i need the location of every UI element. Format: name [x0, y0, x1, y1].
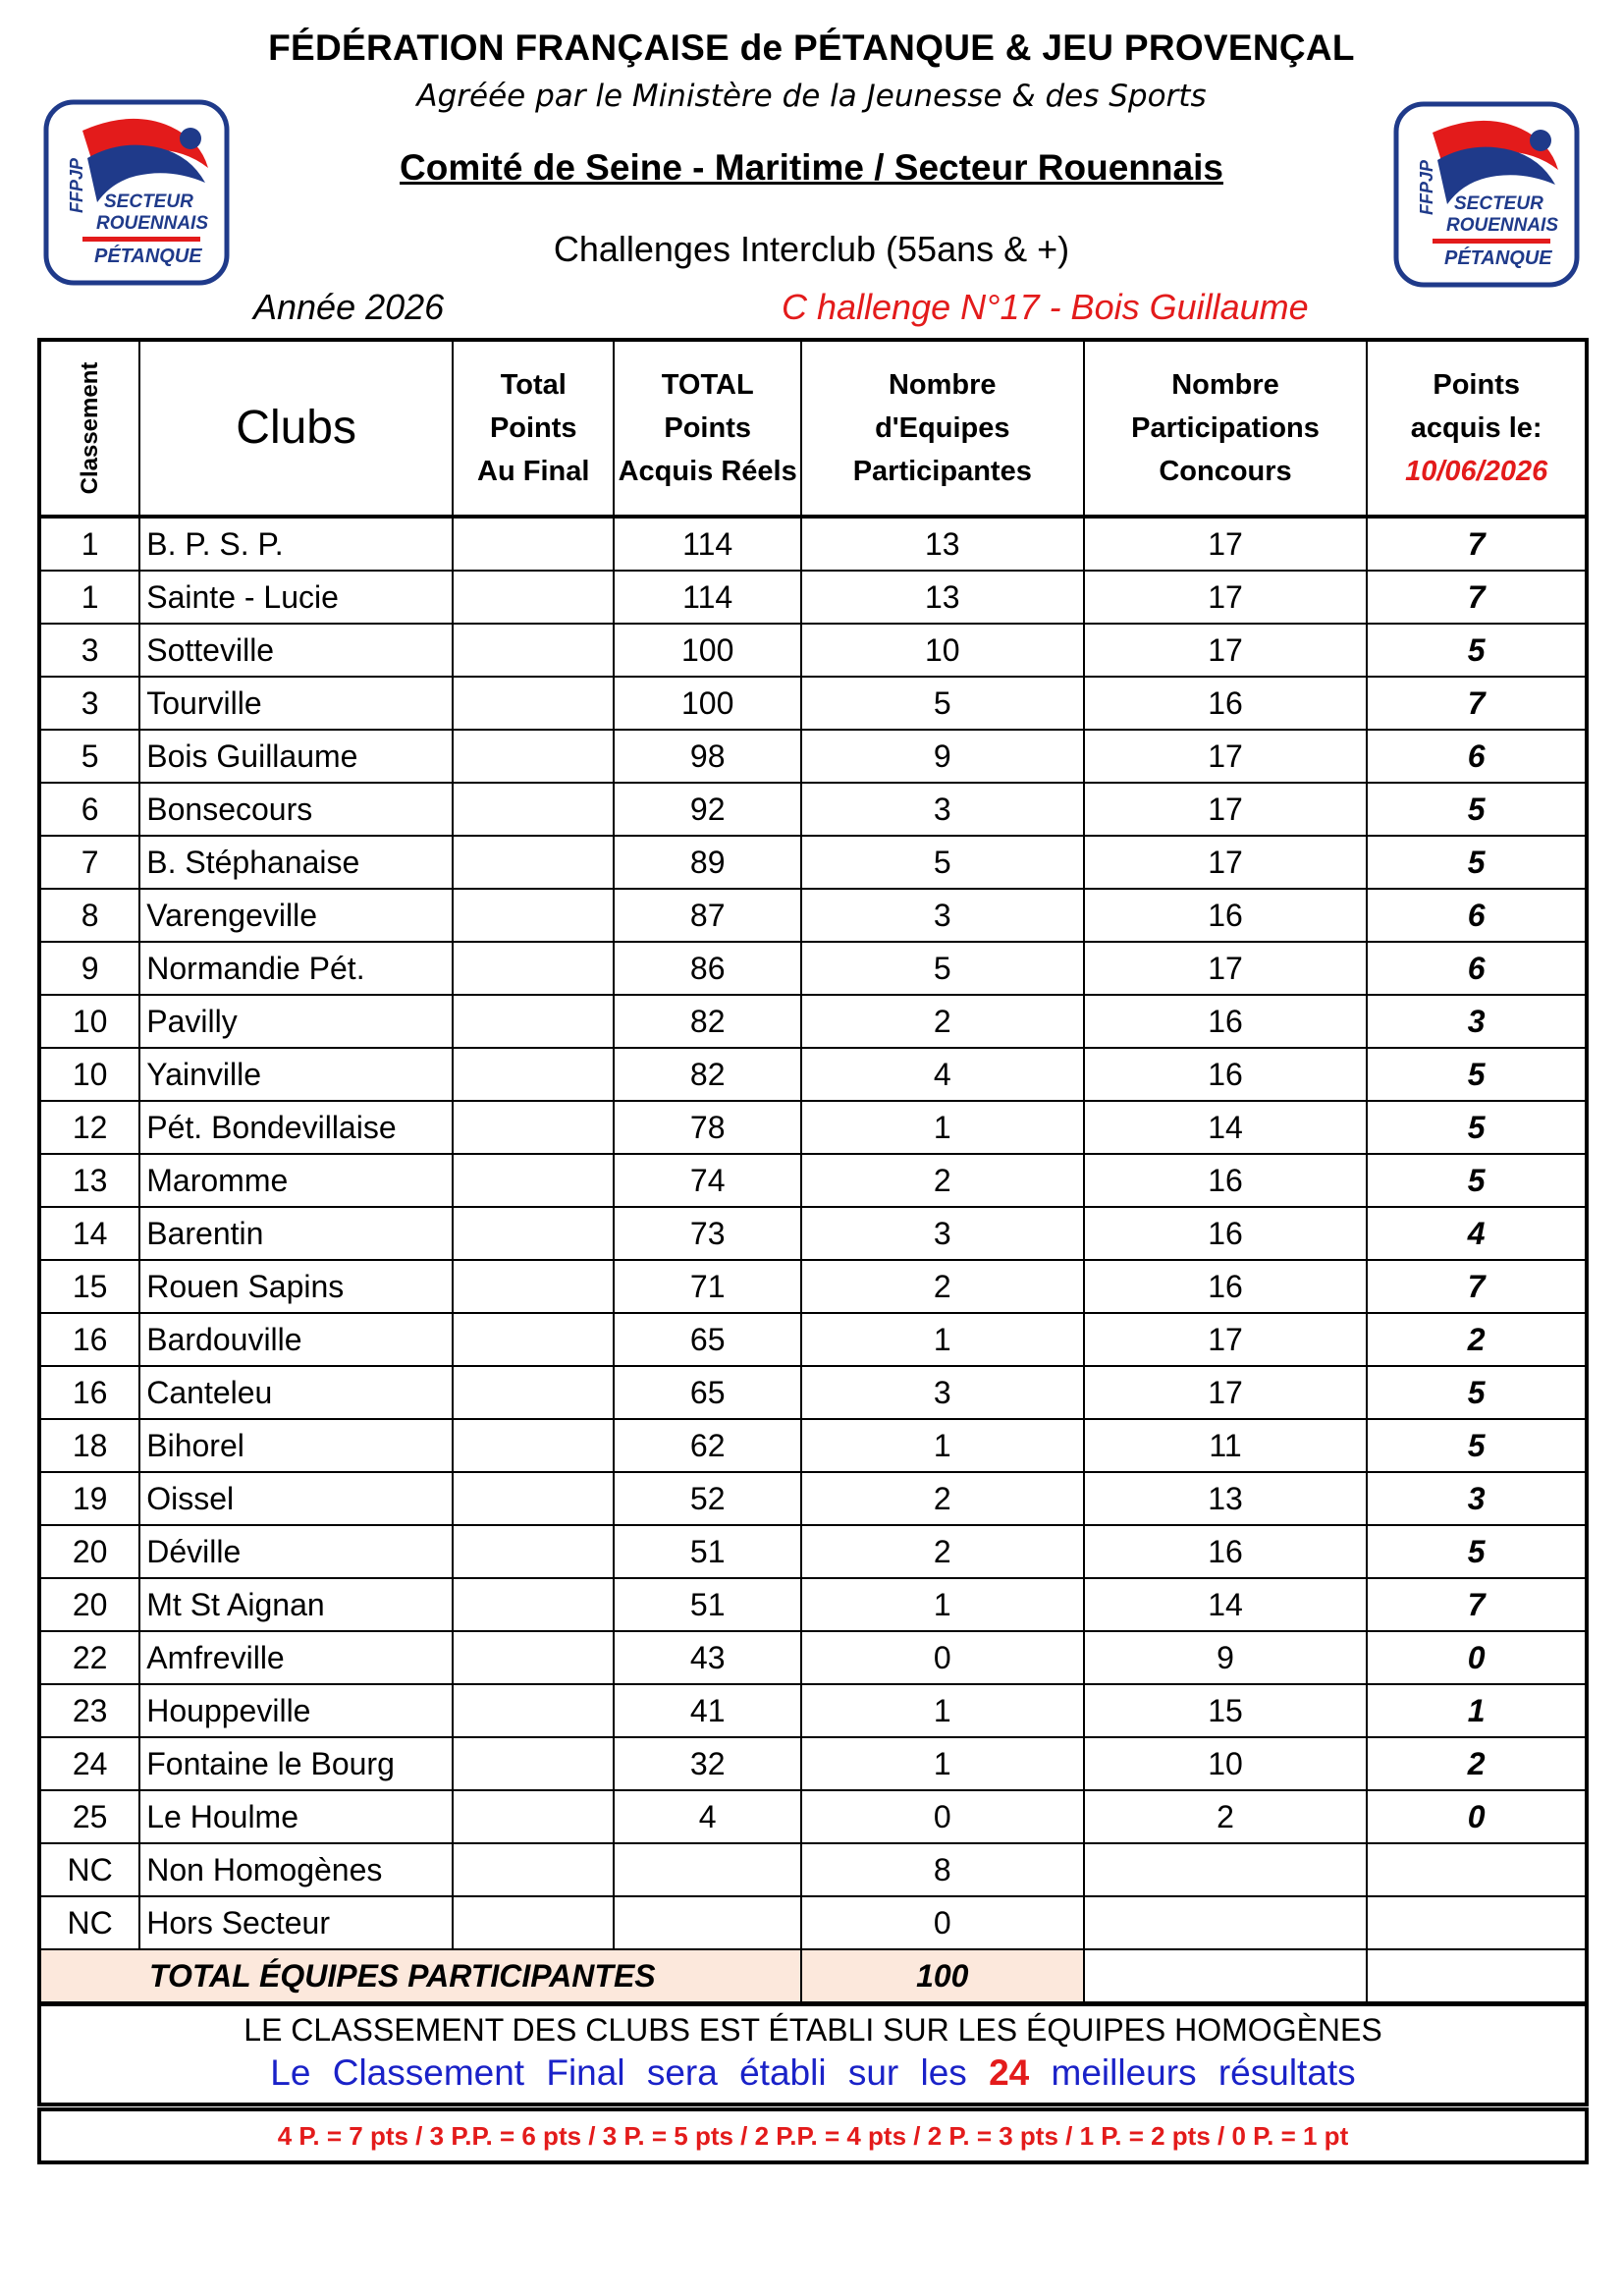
cell-rank: 20 [39, 1578, 139, 1631]
cell-rank: 6 [39, 783, 139, 836]
cell-reels: 41 [614, 1684, 800, 1737]
cell-reels: 71 [614, 1260, 800, 1313]
table-row [39, 783, 1587, 836]
cell-club: Houppeville [139, 1684, 453, 1737]
cell-equipes: 1 [801, 1737, 1084, 1790]
agree-subtitle: Agréée par le Ministère de la Jeunesse & des Sports [416, 79, 1207, 114]
note-line2: Le Classement Final sera établi sur les 24 meilleurs résultats [270, 2052, 1356, 2093]
cell-equipes: 1 [801, 1101, 1084, 1154]
cell-final [453, 1896, 614, 1949]
cell-club: Canteleu [139, 1366, 453, 1419]
cell-concours: 9 [1084, 1631, 1368, 1684]
cell-concours: 2 [1084, 1790, 1368, 1843]
cell-rank: 16 [39, 1313, 139, 1366]
cell-concours: 16 [1084, 1154, 1368, 1207]
cell-concours: 16 [1084, 1260, 1368, 1313]
cell-points: 2 [1367, 1313, 1587, 1366]
cell-points: 5 [1367, 1101, 1587, 1154]
cell-club: Non Homogènes [139, 1843, 453, 1896]
cell-club: Bihorel [139, 1419, 453, 1472]
cell-final [453, 1578, 614, 1631]
table-row [39, 624, 1587, 677]
cell-reels: 100 [614, 624, 800, 677]
cell-club: Bardouville [139, 1313, 453, 1366]
cell-final [453, 1048, 614, 1101]
cell-rank: 1 [39, 517, 139, 571]
cell-club: Sotteville [139, 624, 453, 677]
cell-rank: 19 [39, 1472, 139, 1525]
table-row [39, 730, 1587, 783]
cell-concours: 14 [1084, 1578, 1368, 1631]
cell-final [453, 1101, 614, 1154]
cell-equipes: 3 [801, 1207, 1084, 1260]
cell-concours: 17 [1084, 517, 1368, 571]
cell-equipes: 3 [801, 1366, 1084, 1419]
cell-concours: 17 [1084, 571, 1368, 624]
header-clubs: Clubs [139, 340, 453, 517]
cell-concours [1084, 1843, 1368, 1896]
cell-points: 5 [1367, 1419, 1587, 1472]
cell-rank: 10 [39, 1048, 139, 1101]
cell-final [453, 1313, 614, 1366]
cell-reels: 52 [614, 1472, 800, 1525]
cell-equipes: 13 [801, 571, 1084, 624]
logo-line1: SECTEUR [1454, 193, 1543, 214]
cell-club: Tourville [139, 677, 453, 730]
table-row [39, 571, 1587, 624]
table-row [39, 677, 1587, 730]
cell-points [1367, 1896, 1587, 1949]
total-label: TOTAL ÉQUIPES PARTICIPANTES [39, 1949, 801, 2003]
cell-equipes: 5 [801, 836, 1084, 889]
cell-final [453, 1525, 614, 1578]
cell-final [453, 1631, 614, 1684]
table-row [39, 1313, 1587, 1366]
cell-points: 7 [1367, 517, 1587, 571]
cell-rank: 10 [39, 995, 139, 1048]
cell-equipes: 1 [801, 1684, 1084, 1737]
cell-points: 1 [1367, 1684, 1587, 1737]
cell-points: 0 [1367, 1631, 1587, 1684]
table-row [39, 836, 1587, 889]
cell-final [453, 1790, 614, 1843]
cell-equipes: 2 [801, 1154, 1084, 1207]
cell-rank: 3 [39, 624, 139, 677]
logo-line2: ROUENNAIS [1446, 215, 1559, 236]
cell-reels: 82 [614, 1048, 800, 1101]
cell-concours: 16 [1084, 1048, 1368, 1101]
cell-rank: 20 [39, 1525, 139, 1578]
cell-final [453, 1684, 614, 1737]
cell-reels: 51 [614, 1525, 800, 1578]
cell-concours: 16 [1084, 1207, 1368, 1260]
cell-club: Mt St Aignan [139, 1578, 453, 1631]
table-row [39, 1737, 1587, 1790]
cell-final [453, 1472, 614, 1525]
cell-club: Oissel [139, 1472, 453, 1525]
cell-rank: 18 [39, 1419, 139, 1472]
header-points-acquis: Points acquis le: 10/06/2026 [1367, 340, 1587, 517]
cell-rank: 1 [39, 571, 139, 624]
table-row [39, 889, 1587, 942]
cell-club: Amfreville [139, 1631, 453, 1684]
cell-club: Pét. Bondevillaise [139, 1101, 453, 1154]
table-row [39, 1525, 1587, 1578]
logo-side-text: FFPJP [67, 157, 86, 213]
cell-points: 7 [1367, 571, 1587, 624]
cell-reels [614, 1843, 800, 1896]
table-row [39, 1896, 1587, 1949]
cell-rank: 12 [39, 1101, 139, 1154]
cell-points: 2 [1367, 1737, 1587, 1790]
cell-club: Sainte - Lucie [139, 571, 453, 624]
header-total-final: Total Points Au Final [453, 340, 614, 517]
cell-rank: NC [39, 1843, 139, 1896]
year-label: Année 2026 [253, 287, 445, 327]
cell-reels: 86 [614, 942, 800, 995]
cell-reels: 92 [614, 783, 800, 836]
cell-concours: 13 [1084, 1472, 1368, 1525]
logo-line2: ROUENNAIS [96, 213, 209, 234]
cell-concours: 14 [1084, 1101, 1368, 1154]
cell-points: 5 [1367, 783, 1587, 836]
cell-final [453, 1366, 614, 1419]
table-row [39, 1101, 1587, 1154]
cell-concours: 17 [1084, 1366, 1368, 1419]
cell-rank: 23 [39, 1684, 139, 1737]
cell-equipes: 3 [801, 783, 1084, 836]
cell-final [453, 942, 614, 995]
cell-reels [614, 1896, 800, 1949]
cell-club: B. Stéphanaise [139, 836, 453, 889]
cell-reels: 32 [614, 1737, 800, 1790]
cell-points: 6 [1367, 942, 1587, 995]
note-line1: LE CLASSEMENT DES CLUBS EST ÉTABLI SUR LES ÉQUIPES HOMOGÈNES [243, 2012, 1382, 2048]
table-row [39, 1419, 1587, 1472]
cell-final [453, 571, 614, 624]
cell-club: Fontaine le Bourg [139, 1737, 453, 1790]
cell-equipes: 1 [801, 1578, 1084, 1631]
cell-concours: 15 [1084, 1684, 1368, 1737]
table-row [39, 942, 1587, 995]
cell-rank: 15 [39, 1260, 139, 1313]
table-row [39, 1207, 1587, 1260]
cell-points: 4 [1367, 1207, 1587, 1260]
cell-concours: 16 [1084, 1525, 1368, 1578]
cell-reels: 51 [614, 1578, 800, 1631]
logo-line3: PÉTANQUE [94, 246, 202, 267]
cell-rank: 24 [39, 1737, 139, 1790]
table-row [39, 1260, 1587, 1313]
cell-final [453, 624, 614, 677]
points-scale-note: 4 P. = 7 pts / 3 P.P. = 6 pts / 3 P. = 5 pts / 2 P.P. = 4 pts / 2 P. = 3 pts / 1 P. = 2 pts / 0 P. = 1 pt [37, 2107, 1589, 2164]
cell-rank: 8 [39, 889, 139, 942]
cell-reels: 87 [614, 889, 800, 942]
table-row [39, 1048, 1587, 1101]
challenges-title: Challenges Interclub (55ans & +) [553, 229, 1070, 269]
cell-equipes: 2 [801, 995, 1084, 1048]
cell-reels: 114 [614, 571, 800, 624]
logo-line1: SECTEUR [104, 191, 193, 212]
table-row [39, 1843, 1587, 1896]
cell-equipes: 0 [801, 1896, 1084, 1949]
cell-equipes: 1 [801, 1313, 1084, 1366]
cell-equipes: 1 [801, 1419, 1084, 1472]
total-blank-cell [1084, 1949, 1368, 2003]
cell-points: 5 [1367, 1366, 1587, 1419]
cell-reels: 4 [614, 1790, 800, 1843]
cell-equipes: 2 [801, 1472, 1084, 1525]
cell-points: 5 [1367, 624, 1587, 677]
cell-final [453, 1737, 614, 1790]
table-row [39, 1154, 1587, 1207]
logo-line3: PÉTANQUE [1444, 247, 1552, 269]
cell-reels: 78 [614, 1101, 800, 1154]
table-row [39, 1684, 1587, 1737]
cell-rank: 5 [39, 730, 139, 783]
cell-final [453, 677, 614, 730]
cell-points: 7 [1367, 677, 1587, 730]
cell-concours: 10 [1084, 1737, 1368, 1790]
cell-concours: 16 [1084, 889, 1368, 942]
cell-final [453, 1419, 614, 1472]
ranking-table [37, 338, 1589, 2005]
cell-club: Barentin [139, 1207, 453, 1260]
cell-concours: 16 [1084, 677, 1368, 730]
cell-points: 7 [1367, 1578, 1587, 1631]
cell-club: Déville [139, 1525, 453, 1578]
cell-rank: 14 [39, 1207, 139, 1260]
cell-concours: 17 [1084, 1313, 1368, 1366]
cell-club: B. P. S. P. [139, 517, 453, 571]
cell-club: Bonsecours [139, 783, 453, 836]
cell-reels: 100 [614, 677, 800, 730]
ffpjp-logo-right [1393, 101, 1580, 288]
table-row [39, 1578, 1587, 1631]
header-classement: Classement [39, 340, 139, 517]
cell-rank: 22 [39, 1631, 139, 1684]
cell-concours: 17 [1084, 783, 1368, 836]
cell-reels: 89 [614, 836, 800, 889]
cell-points: 6 [1367, 730, 1587, 783]
cell-reels: 114 [614, 517, 800, 571]
cell-club: Pavilly [139, 995, 453, 1048]
cell-points: 7 [1367, 1260, 1587, 1313]
table-row [39, 1472, 1587, 1525]
cell-club: Maromme [139, 1154, 453, 1207]
cell-concours: 17 [1084, 942, 1368, 995]
cell-reels: 62 [614, 1419, 800, 1472]
cell-concours: 17 [1084, 624, 1368, 677]
cell-final [453, 836, 614, 889]
cell-final [453, 517, 614, 571]
cell-concours: 17 [1084, 730, 1368, 783]
best-results-count: 24 [989, 2052, 1030, 2093]
cell-club: Yainville [139, 1048, 453, 1101]
cell-reels: 65 [614, 1366, 800, 1419]
cell-reels: 73 [614, 1207, 800, 1260]
cell-final [453, 995, 614, 1048]
header-total-reels: TOTAL Points Acquis Réels [614, 340, 800, 517]
cell-equipes: 4 [801, 1048, 1084, 1101]
cell-equipes: 8 [801, 1843, 1084, 1896]
table-row [39, 1631, 1587, 1684]
cell-concours: 16 [1084, 995, 1368, 1048]
cell-final [453, 1260, 614, 1313]
cell-club: Normandie Pét. [139, 942, 453, 995]
cell-concours: 11 [1084, 1419, 1368, 1472]
cell-club: Bois Guillaume [139, 730, 453, 783]
cell-final [453, 730, 614, 783]
cell-rank: 9 [39, 942, 139, 995]
cell-reels: 82 [614, 995, 800, 1048]
cell-points: 6 [1367, 889, 1587, 942]
logo-side-text: FFPJP [1417, 159, 1436, 215]
cell-equipes: 2 [801, 1525, 1084, 1578]
table-row [39, 1790, 1587, 1843]
cell-equipes: 0 [801, 1631, 1084, 1684]
cell-points: 5 [1367, 836, 1587, 889]
cell-rank: 7 [39, 836, 139, 889]
cell-equipes: 3 [801, 889, 1084, 942]
cell-concours: 17 [1084, 836, 1368, 889]
total-row [39, 1949, 1587, 2003]
cell-rank: NC [39, 1896, 139, 1949]
cell-final [453, 889, 614, 942]
table-row [39, 1366, 1587, 1419]
cell-final [453, 1207, 614, 1260]
header-equipes: Nombre d'Equipes Participantes [801, 340, 1084, 517]
cell-equipes: 5 [801, 677, 1084, 730]
cell-points: 0 [1367, 1790, 1587, 1843]
cell-equipes: 5 [801, 942, 1084, 995]
comite-title: Comité de Seine - Maritime / Secteur Rouennais [400, 147, 1223, 188]
cell-equipes: 9 [801, 730, 1084, 783]
total-value: 100 [801, 1949, 1084, 2003]
cell-rank: 25 [39, 1790, 139, 1843]
cell-equipes: 13 [801, 517, 1084, 571]
cell-points [1367, 1843, 1587, 1896]
cell-points: 5 [1367, 1525, 1587, 1578]
challenge-number: C hallenge N°17 - Bois Guillaume [782, 287, 1309, 327]
cell-equipes: 10 [801, 624, 1084, 677]
cell-points: 5 [1367, 1048, 1587, 1101]
cell-equipes: 2 [801, 1260, 1084, 1313]
federation-title: FÉDÉRATION FRANÇAISE de PÉTANQUE & JEU PROVENÇAL [268, 27, 1355, 68]
cell-reels: 74 [614, 1154, 800, 1207]
cell-rank: 3 [39, 677, 139, 730]
cell-rank: 13 [39, 1154, 139, 1207]
cell-reels: 98 [614, 730, 800, 783]
cell-points: 5 [1367, 1154, 1587, 1207]
total-blank-cell [1367, 1949, 1587, 2003]
cell-club: Varengeville [139, 889, 453, 942]
cell-final [453, 783, 614, 836]
cell-final [453, 1843, 614, 1896]
ranking-note [37, 2002, 1589, 2106]
cell-concours [1084, 1896, 1368, 1949]
cell-final [453, 1154, 614, 1207]
cell-club: Le Houlme [139, 1790, 453, 1843]
cell-reels: 65 [614, 1313, 800, 1366]
cell-rank: 16 [39, 1366, 139, 1419]
cell-reels: 43 [614, 1631, 800, 1684]
header-participations: Nombre Participations Concours [1084, 340, 1368, 517]
cell-club: Rouen Sapins [139, 1260, 453, 1313]
cell-points: 3 [1367, 1472, 1587, 1525]
cell-points: 3 [1367, 995, 1587, 1048]
table-row [39, 517, 1587, 571]
ffpjp-logo-left [43, 99, 230, 286]
table-row [39, 995, 1587, 1048]
cell-equipes: 0 [801, 1790, 1084, 1843]
cell-club: Hors Secteur [139, 1896, 453, 1949]
